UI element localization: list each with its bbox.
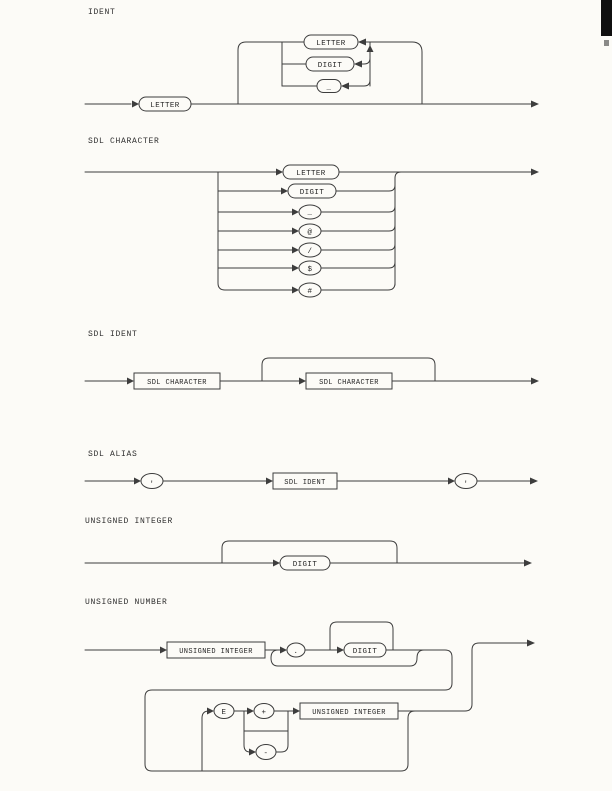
diagram-unsigned-integer <box>85 541 532 570</box>
arrowhead-icon <box>273 560 280 567</box>
repeat-loop <box>330 622 393 650</box>
terminal-label: / <box>307 248 313 256</box>
arrowhead-icon <box>527 640 535 647</box>
section-title-sdl-alias: SDL ALIAS <box>88 450 138 459</box>
section-title-unsigned-number: UNSIGNED NUMBER <box>85 598 168 607</box>
section-title-unsigned-integer: UNSIGNED INTEGER <box>85 517 174 526</box>
diagram-sdl-ident <box>85 358 539 389</box>
arrowhead-left-icon <box>354 61 362 68</box>
arrowhead-icon <box>281 188 288 195</box>
arrowhead-icon <box>276 169 283 176</box>
diagram-sdl-character <box>85 165 539 297</box>
arrowhead-icon <box>292 247 299 254</box>
nonterminal-label: UNSIGNED INTEGER <box>179 648 253 656</box>
terminal-label: _ <box>326 84 332 92</box>
quote-label: ' <box>149 481 155 489</box>
terminal-label: DIGIT <box>299 189 325 197</box>
arrowhead-icon <box>127 378 134 385</box>
arrowhead-icon <box>249 749 256 756</box>
arrowhead-icon <box>266 478 273 485</box>
arrowhead-icon <box>247 708 254 715</box>
arrowhead-icon <box>134 478 141 485</box>
terminal-label: DIGIT <box>292 561 318 569</box>
diagram-ident <box>85 35 539 111</box>
arrowhead-icon <box>337 647 344 654</box>
arrowhead-icon <box>132 101 139 108</box>
arrowhead-icon <box>448 478 455 485</box>
arrowhead-up-icon <box>367 45 374 52</box>
quote-label: ' <box>463 481 469 489</box>
arrowhead-left-icon <box>341 83 349 90</box>
terminal-label: LETTER <box>316 40 346 48</box>
arrowhead-icon <box>207 708 214 715</box>
arrowhead-icon <box>292 209 299 216</box>
section-title-sdl-character: SDL CHARACTER <box>88 137 160 146</box>
repeat-loop <box>262 358 435 381</box>
arrowhead-icon <box>299 378 306 385</box>
nonterminal-label: SDL CHARACTER <box>147 379 207 387</box>
arrowhead-icon <box>531 169 539 176</box>
diagram-unsigned-number <box>85 622 535 771</box>
terminal-label: _ <box>307 209 313 217</box>
terminal-label: LETTER <box>150 102 180 110</box>
repeat-loop <box>222 541 397 563</box>
arrowhead-icon <box>160 647 167 654</box>
plus-label: + <box>261 709 267 717</box>
nonterminal-label: SDL CHARACTER <box>319 379 379 387</box>
exponent-label: E <box>221 709 227 717</box>
section-title-ident: IDENT <box>88 8 116 17</box>
terminal-label: # <box>307 288 313 296</box>
arrowhead-icon <box>292 287 299 294</box>
terminal-label: DIGIT <box>352 648 378 656</box>
nonterminal-label: SDL IDENT <box>284 479 326 487</box>
terminal-label: $ <box>307 266 313 274</box>
arrowhead-icon <box>280 647 287 654</box>
arrowhead-icon <box>292 228 299 235</box>
arrowhead-icon <box>531 378 539 385</box>
arrowhead-icon <box>292 265 299 272</box>
dot-label: . <box>293 648 299 656</box>
section-title-sdl-ident: SDL IDENT <box>88 330 138 339</box>
arrowhead-icon <box>293 708 300 715</box>
minus-label: - <box>263 750 269 758</box>
arrowhead-icon <box>524 560 532 567</box>
terminal-label: LETTER <box>296 170 326 178</box>
nonterminal-label: UNSIGNED INTEGER <box>312 709 386 717</box>
terminal-label: @ <box>307 229 313 237</box>
arrowhead-icon <box>530 478 538 485</box>
exit-path <box>465 643 527 711</box>
terminal-label: DIGIT <box>317 62 343 70</box>
arrowhead-icon <box>531 101 539 108</box>
diagram-sdl-alias <box>85 473 538 489</box>
arrowhead-left-icon <box>358 39 366 46</box>
